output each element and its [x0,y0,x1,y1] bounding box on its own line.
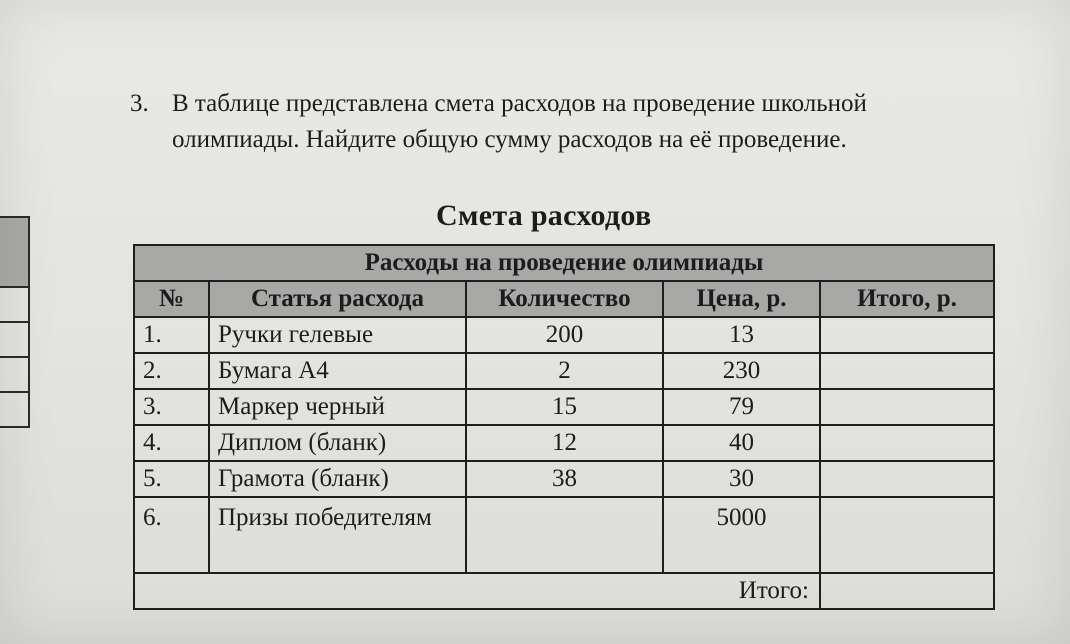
row-item: Бумага А4 [209,353,466,389]
adjacent-table-cell [0,357,29,392]
row-total [820,317,994,353]
row-price: 30 [663,461,820,497]
row-number: 6. [134,497,209,573]
total-label: Итого: [134,573,820,609]
row-number: 1. [134,317,209,353]
row-quantity [466,497,663,573]
adjacent-table-cell [0,392,29,427]
row-item: Ручки гелевые [209,317,466,353]
adjacent-table-cell [0,322,29,357]
table-row [134,425,994,461]
column-header-number: № [134,281,209,317]
row-quantity: 2 [466,353,663,389]
adjacent-table-fragment [0,216,30,428]
table-row [134,389,994,425]
row-item: Диплом (бланк) [209,425,466,461]
row-quantity: 200 [466,317,663,353]
task-number: 3. [130,90,149,117]
row-price: 79 [663,389,820,425]
table-title: Смета расходов [436,199,652,232]
row-price: 230 [663,353,820,389]
adjacent-table-cell [0,287,29,322]
task-text: В таблице представлена смета расходов на проведение школьной олимпиады. Найдите общую сумму расходов на её проведение. [172,90,867,153]
table-row [134,461,994,497]
row-item: Маркер черный [209,389,466,425]
column-header-total: Итого, р. [820,281,994,317]
table-caption: Расходы на проведение олимпиады [134,245,994,281]
row-total [820,389,994,425]
table-row [134,353,994,389]
column-header-quantity: Количество [466,281,663,317]
budget-table [133,244,995,610]
column-header-item: Статья расхода [209,281,466,317]
adjacent-table-cell [0,217,29,287]
row-quantity: 38 [466,461,663,497]
row-price: 5000 [663,497,820,573]
row-price: 13 [663,317,820,353]
row-total [820,353,994,389]
row-number: 4. [134,425,209,461]
column-header-price: Цена, р. [663,281,820,317]
row-item: Грамота (бланк) [209,461,466,497]
total-value [820,573,994,609]
row-total [820,461,994,497]
row-total [820,425,994,461]
row-price: 40 [663,425,820,461]
row-item: Призы победителям [209,497,466,573]
row-number: 3. [134,389,209,425]
row-total [820,497,994,573]
table-row [134,317,994,353]
row-number: 2. [134,353,209,389]
row-number: 5. [134,461,209,497]
row-quantity: 15 [466,389,663,425]
total-row [134,573,994,609]
row-quantity: 12 [466,425,663,461]
table-row [134,497,994,573]
